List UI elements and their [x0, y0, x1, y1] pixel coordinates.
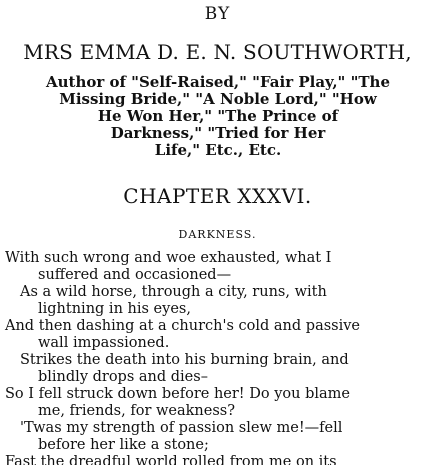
poem-line: And then dashing at a church's cold and passive — [5, 318, 361, 334]
poem-line: before her like a stone; — [38, 437, 209, 453]
credit-line: Author of "Self-Raised," "Fair Play," "The — [45, 73, 391, 91]
poem-line: lightning in his eyes, — [38, 301, 191, 317]
poem-line: With such wrong and woe exhausted, what I — [5, 250, 332, 266]
author-name: MRS EMMA D. E. N. SOUTHWORTH, — [23, 40, 412, 64]
poem-line: As a wild horse, through a city, runs, with — [20, 284, 327, 300]
credit-line: Darkness," "Tried for Her — [110, 124, 326, 142]
poem-line: suffered and occasioned— — [38, 267, 232, 283]
poem-line: So I fell struck down before her! Do you blame — [5, 386, 350, 402]
credit-line: Missing Bride," "A Noble Lord," "How — [59, 90, 377, 108]
poem-line: me, friends, for weakness? — [38, 403, 235, 419]
poem-line: wall impassioned. — [38, 335, 170, 351]
poem-line: blindly drops and dies– — [38, 369, 208, 385]
poem-stanza — [0, 250, 435, 465]
poem-line: Fast the dreadful world rolled from me on its — [5, 454, 337, 465]
poem-line: Strikes the death into his burning brain, and — [20, 352, 349, 368]
byline: BY — [204, 4, 231, 24]
chapter-heading: DARKNESS. — [178, 228, 257, 241]
chapter-title: CHAPTER XXXVI. — [123, 184, 312, 208]
credit-line: Life," Etc., Etc. — [154, 141, 282, 159]
credit-line: He Won Her," "The Prince of — [97, 107, 339, 125]
poem-line: 'Twas my strength of passion slew me!—fell — [20, 420, 343, 436]
author-credits — [8, 74, 428, 159]
